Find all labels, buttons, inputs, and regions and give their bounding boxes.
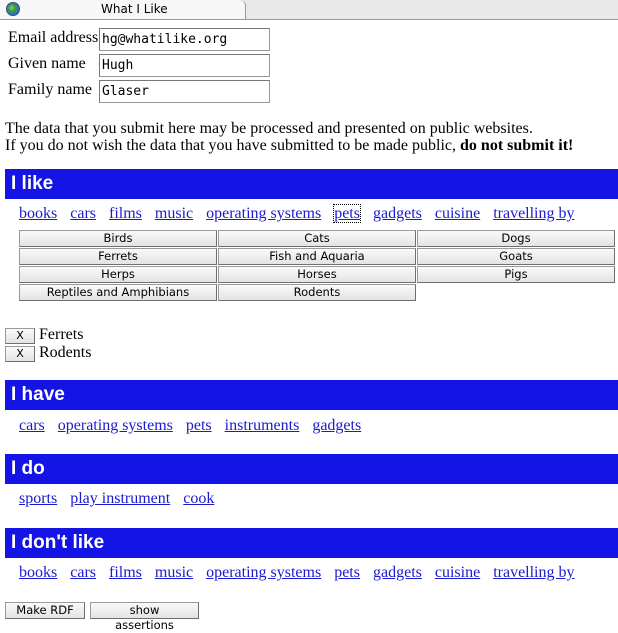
like-link-pets[interactable]: pets: [334, 205, 360, 222]
section-header-i-dont-like: I don't like: [5, 528, 618, 558]
have-link-cars[interactable]: cars: [19, 417, 45, 434]
i-dont-like-links: [19, 564, 588, 582]
i-like-links: [19, 205, 588, 223]
tab-what-i-like[interactable]: [0, 0, 246, 19]
dontlike-link-cars[interactable]: cars: [70, 564, 96, 581]
like-link-music[interactable]: music: [154, 205, 194, 222]
like-link-travelling-by[interactable]: travelling by: [493, 205, 575, 222]
like-link-cuisine[interactable]: cuisine: [434, 205, 481, 222]
email-label: Email address: [8, 29, 99, 46]
have-link-operating-systems[interactable]: operating systems: [57, 417, 173, 434]
section-header-i-do: I do: [5, 454, 618, 484]
dontlike-link-cuisine[interactable]: cuisine: [434, 564, 481, 581]
dontlike-link-travelling-by[interactable]: travelling by: [493, 564, 575, 581]
dontlike-link-books[interactable]: books: [19, 564, 58, 581]
make-rdf-button[interactable]: Make RDF: [5, 602, 85, 619]
dontlike-link-gadgets[interactable]: gadgets: [372, 564, 422, 581]
tab-title: What I Like: [101, 2, 168, 16]
pet-button-horses[interactable]: Horses: [218, 266, 416, 283]
remove-ferrets-button[interactable]: X: [5, 328, 35, 344]
dontlike-link-pets[interactable]: pets: [334, 564, 360, 581]
remove-rodents-button[interactable]: X: [5, 346, 35, 362]
tab-bar: [0, 0, 618, 20]
have-link-instruments[interactable]: instruments: [224, 417, 300, 434]
email-field[interactable]: [99, 28, 270, 51]
do-link-sports[interactable]: sports: [19, 490, 58, 507]
like-link-gadgets[interactable]: gadgets: [372, 205, 422, 222]
family-name-label: Family name: [8, 81, 92, 98]
dontlike-link-music[interactable]: music: [154, 564, 194, 581]
selected-label-rodents: Rodents: [39, 344, 92, 361]
given-name-label: Given name: [8, 55, 86, 72]
given-name-field[interactable]: [99, 54, 270, 77]
do-link-play-instrument[interactable]: play instrument: [70, 490, 171, 507]
pet-button-pigs[interactable]: Pigs: [417, 266, 615, 283]
like-link-films[interactable]: films: [109, 205, 142, 222]
pet-button-cats[interactable]: Cats: [218, 230, 416, 247]
dontlike-link-films[interactable]: films: [109, 564, 142, 581]
pet-button-goats[interactable]: Goats: [417, 248, 615, 265]
pet-button-herps[interactable]: Herps: [19, 266, 217, 283]
i-have-links: [19, 417, 374, 435]
have-link-pets[interactable]: pets: [185, 417, 212, 434]
notice-line-1: The data that you submit here may be processed and presented on public websites.: [5, 120, 533, 137]
globe-icon: [6, 2, 20, 16]
selected-label-ferrets: Ferrets: [39, 326, 84, 343]
pets-button-grid: [19, 230, 617, 302]
have-link-gadgets[interactable]: gadgets: [312, 417, 362, 434]
like-link-cars[interactable]: cars: [70, 205, 96, 222]
show-assertions-button[interactable]: show assertions: [90, 602, 199, 619]
pet-button-rodents[interactable]: Rodents: [218, 284, 416, 301]
dontlike-link-operating-systems[interactable]: operating systems: [206, 564, 322, 581]
notice-line-2: [5, 137, 615, 154]
notice-warning: do not submit it!: [460, 137, 574, 154]
section-header-i-like: I like: [5, 169, 618, 199]
pet-button-ferrets[interactable]: Ferrets: [19, 248, 217, 265]
do-link-cook[interactable]: cook: [183, 490, 215, 507]
pet-button-reptiles-and-amphibians[interactable]: Reptiles and Amphibians: [19, 284, 217, 301]
i-do-links: [19, 490, 227, 508]
family-name-field[interactable]: [99, 80, 270, 103]
notice-line-2-text: If you do not wish the data that you have submitted to be made public,: [5, 137, 461, 154]
section-header-i-have: I have: [5, 380, 618, 410]
like-link-operating-systems[interactable]: operating systems: [206, 205, 322, 222]
privacy-notice: [5, 120, 615, 154]
pet-button-dogs[interactable]: Dogs: [417, 230, 615, 247]
pet-button-fish-and-aquaria[interactable]: Fish and Aquaria: [218, 248, 416, 265]
pet-button-birds[interactable]: Birds: [19, 230, 217, 247]
like-link-books[interactable]: books: [19, 205, 58, 222]
